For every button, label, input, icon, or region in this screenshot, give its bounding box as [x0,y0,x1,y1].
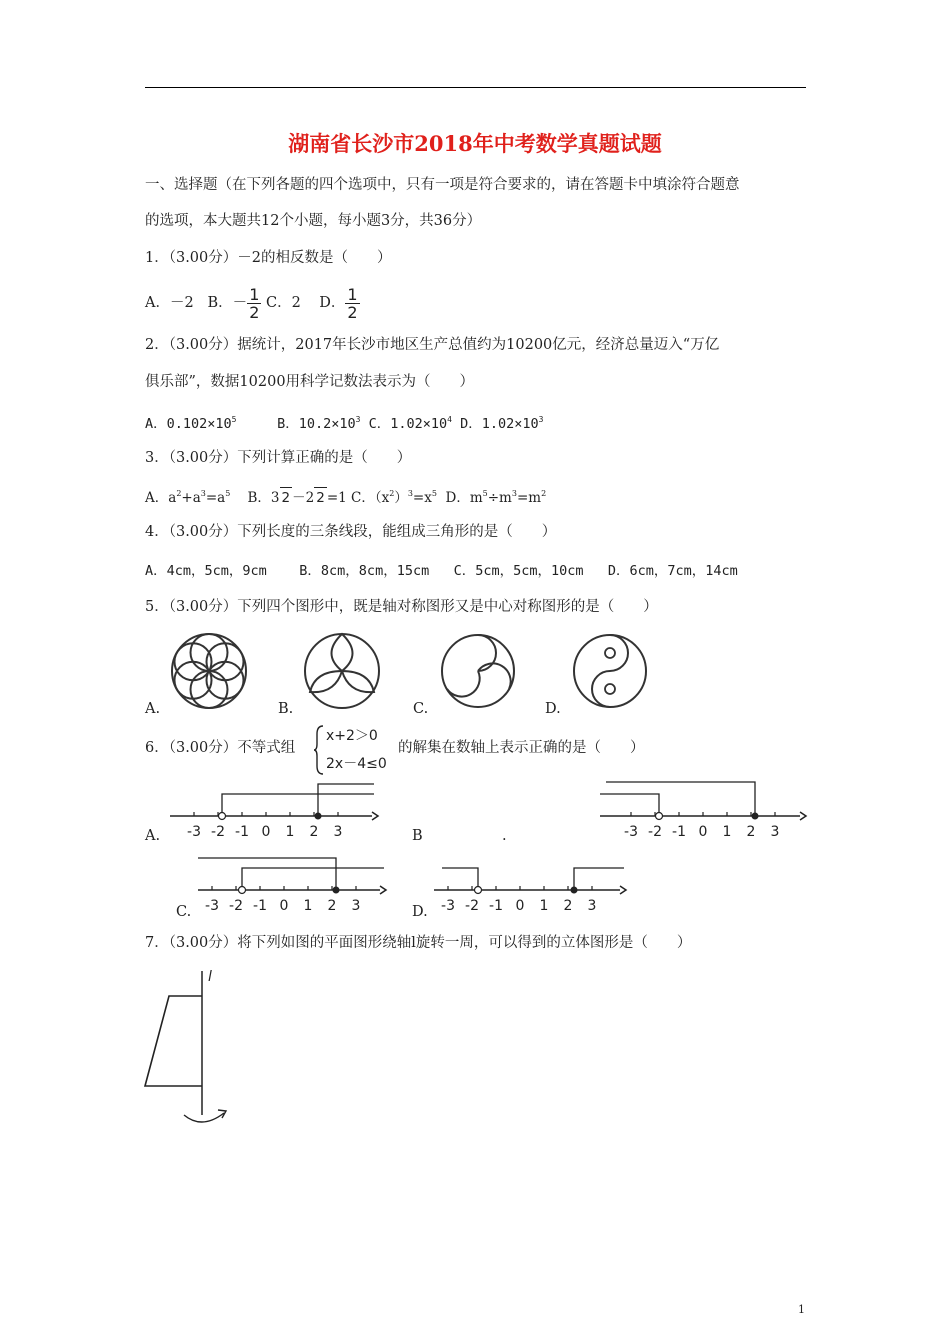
q4-option-a: A．4cm，5cm，9cm [145,563,267,579]
q5-figure-c [437,630,519,712]
q5-label-a: A. [145,701,161,717]
q6-numberline-c [196,856,390,918]
q1-option-a: A．－2 [145,295,194,311]
q1-options [145,282,360,324]
q6-numberline-a [168,782,380,842]
q2-stem-line2: 俱乐部”，数据10200用科学记数法表示为（ ） [145,374,475,390]
tick-label: 0 [261,824,271,840]
q2-stem-line1: 2．（3.00分）据统计，2017年长沙市地区生产总值约为10200亿元，经济总量迈入“万亿 [145,337,720,353]
tick-label: -2 [465,898,479,914]
tick-label: 3 [587,898,597,914]
q2-option-d: D．$1.02\times 10^3$ [460,415,544,432]
q3-option-c: C．$(x^2)^3=x^5$ [351,489,437,506]
page-title: 湖南省长沙市2018年中考数学真题试题 [288,131,662,156]
q1-option-c: C．2 [265,295,301,311]
q6-numberline-d [432,856,630,918]
tick-label: -1 [253,898,267,914]
q6-brace [313,724,325,776]
q2-option-a: A．$0.102\times 10^5$ [145,415,237,432]
tick-label: -2 [229,898,243,914]
q3-options [145,484,546,508]
q5-figure-d [569,630,651,712]
q6-label-a: A. [145,828,161,844]
tick-label: -3 [187,824,201,840]
tick-label: -3 [205,898,219,914]
q1-option-d-fraction: $\frac{1}{2}$ [347,284,358,322]
q4-option-b: B．8cm，8cm，15cm [299,563,430,579]
tick-label: 3 [770,824,780,840]
q6-numberline-b [598,778,808,840]
q6-inequality-2: 2x－4≤0 [326,756,387,772]
tick-label: 0 [279,898,289,914]
q1-stem: 1．（3.00分）－2的相反数是（ ） [145,250,392,266]
q3-option-b: B．3 2 －2 2 =1 [248,490,347,506]
tick-label: 1 [285,824,295,840]
q4-option-c: C．5cm，5cm，10cm [453,563,584,579]
axis-label-l: l [208,969,212,985]
q3-option-a: A．$a^2+a^3=a^5$ [145,489,231,506]
tick-label: -3 [441,898,455,914]
q6-label-d: D. [412,904,428,920]
q1-option-b-prefix: B．－ [207,295,248,311]
q7-figure [140,965,240,1130]
q6-label-c: C. [176,904,192,920]
q6-label-b-dot: . [502,828,507,844]
q4-option-d: D．6cm，7cm，14cm [607,563,738,579]
q5-label-c: C. [413,701,429,717]
tick-label: 0 [515,898,525,914]
q6-label-b: B [412,828,423,844]
tick-label: 2 [563,898,573,914]
tick-label: 2 [309,824,319,840]
q1-option-b-fraction: $\frac{1}{2}$ [249,284,260,322]
tick-label: -3 [624,824,638,840]
tick-label: 0 [698,824,708,840]
q6-stem-suffix: 的解集在数轴上表示正确的是（ ） [398,740,645,756]
tick-label: 3 [333,824,343,840]
tick-label: 2 [327,898,337,914]
tick-label: 1 [539,898,549,914]
tick-label: -2 [211,824,225,840]
tick-label: 1 [722,824,732,840]
q3-stem: 3．（3.00分）下列计算正确的是（ ） [145,450,412,466]
q2-option-b: B．$10.2\times 10^3$ [277,415,361,432]
q7-stem: 7．（3.00分）将下列如图的平面图形绕轴l旋转一周，可以得到的立体图形是（ ） [145,935,692,951]
tick-label: -1 [235,824,249,840]
q2-options [145,410,543,434]
q5-figure-b [301,630,383,712]
q5-figure-a [168,630,250,712]
page-number: 1 [798,1303,805,1316]
q6-stem-prefix: 6．（3.00分）不等式组 [145,740,296,756]
q5-label-b: B. [278,701,294,717]
tick-label: 3 [351,898,361,914]
q4-options [145,561,738,581]
q6-inequality-1: x+2＞0 [326,728,378,744]
q2-option-c: C．$1.02\times 10^4$ [368,415,452,432]
q5-stem: 5．（3.00分）下列四个图形中，既是轴对称图形又是中心对称图形的是（ ） [145,599,658,615]
tick-label: 1 [303,898,313,914]
header-rule [145,87,806,88]
q3-option-d: D．$m^5\div m^3=m^2$ [445,489,547,506]
q4-stem: 4．（3.00分）下列长度的三条线段，能组成三角形的是（ ） [145,524,557,540]
section-intro-line2: 的选项，本大题共12个小题，每小题3分，共36分） [145,213,482,229]
q5-label-d: D. [545,701,561,717]
tick-label: -1 [672,824,686,840]
tick-label: 2 [746,824,756,840]
tick-label: -2 [648,824,662,840]
section-intro-line1: 一、选择题（在下列各题的四个选项中，只有一项是符合要求的，请在答题卡中填涂符合题意 [145,177,740,193]
tick-label: -1 [489,898,503,914]
q1-option-d: D． [319,295,346,311]
